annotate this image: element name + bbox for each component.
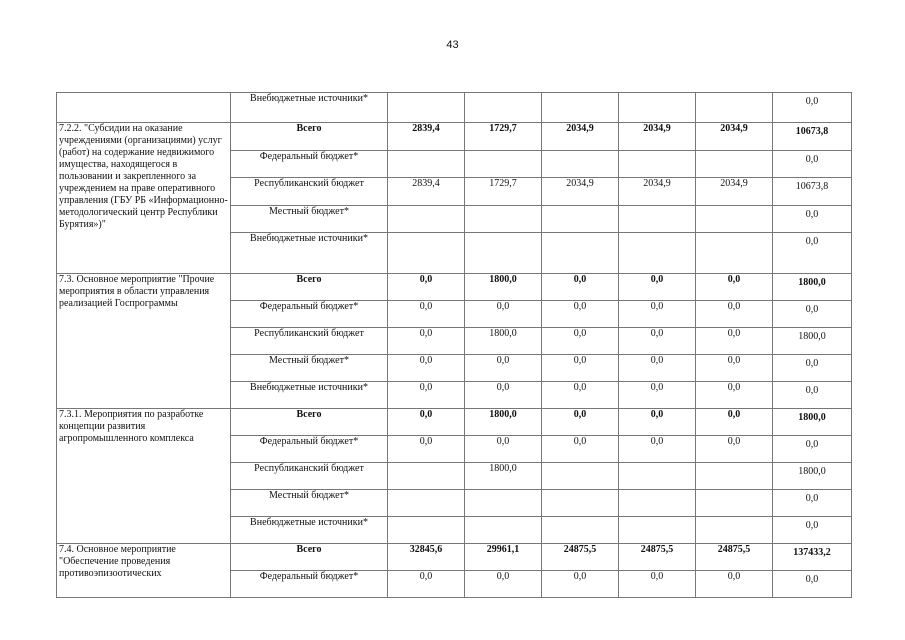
table-row: [57, 544, 852, 571]
year-value-cell: [465, 233, 542, 274]
year-value-cell: 0,0: [542, 436, 619, 463]
funding-source-label: Всего: [231, 409, 388, 436]
year-value-cell: 0,0: [542, 382, 619, 409]
activity-description: 7.4. Основное мероприятие "Обеспечение проведения противоэпизоотических: [57, 544, 231, 598]
year-value-cell: 32845,6: [388, 544, 465, 571]
table-row: [57, 93, 852, 123]
funding-source-label: Федеральный бюджет*: [231, 301, 388, 328]
year-value-cell: [619, 151, 696, 178]
year-value-cell: 0,0: [388, 274, 465, 301]
year-value-cell: 0,0: [619, 301, 696, 328]
year-value-cell: [542, 517, 619, 544]
year-value-cell: [696, 206, 773, 233]
page-number: 43: [446, 39, 459, 51]
total-value-cell: 0,0: [773, 517, 852, 544]
total-value-cell: 0,0: [773, 233, 852, 274]
year-value-cell: 1729,7: [465, 178, 542, 206]
year-value-cell: [388, 151, 465, 178]
funding-source-label: Всего: [231, 544, 388, 571]
year-value-cell: 1800,0: [465, 328, 542, 355]
year-value-cell: [619, 93, 696, 123]
total-value-cell: 0,0: [773, 151, 852, 178]
funding-source-label: Всего: [231, 274, 388, 301]
year-value-cell: 0,0: [696, 355, 773, 382]
year-value-cell: [465, 517, 542, 544]
year-value-cell: [465, 206, 542, 233]
year-value-cell: 0,0: [388, 328, 465, 355]
year-value-cell: [388, 206, 465, 233]
year-value-cell: [388, 490, 465, 517]
year-value-cell: [388, 517, 465, 544]
year-value-cell: 0,0: [619, 355, 696, 382]
year-value-cell: 0,0: [388, 436, 465, 463]
year-value-cell: [696, 463, 773, 490]
activity-description: 7.3. Основное мероприятие "Прочие мероприятия в области управления реализацией Госпрограммы: [57, 274, 231, 409]
year-value-cell: 1800,0: [465, 274, 542, 301]
year-value-cell: 0,0: [465, 355, 542, 382]
year-value-cell: 0,0: [619, 274, 696, 301]
funding-source-label: Местный бюджет*: [231, 206, 388, 233]
year-value-cell: [619, 463, 696, 490]
year-value-cell: [465, 151, 542, 178]
year-value-cell: [388, 93, 465, 123]
year-value-cell: 0,0: [542, 274, 619, 301]
year-value-cell: [696, 151, 773, 178]
year-value-cell: 1729,7: [465, 123, 542, 151]
total-value-cell: 10673,8: [773, 178, 852, 206]
year-value-cell: 0,0: [465, 301, 542, 328]
table-row: [57, 123, 852, 151]
year-value-cell: 0,0: [619, 328, 696, 355]
year-value-cell: [542, 233, 619, 274]
year-value-cell: 0,0: [388, 355, 465, 382]
funding-source-label: Федеральный бюджет*: [231, 436, 388, 463]
year-value-cell: 0,0: [542, 571, 619, 598]
year-value-cell: [619, 233, 696, 274]
total-value-cell: 1800,0: [773, 463, 852, 490]
year-value-cell: 0,0: [388, 301, 465, 328]
year-value-cell: 0,0: [696, 436, 773, 463]
year-value-cell: 2839,4: [388, 178, 465, 206]
year-value-cell: 0,0: [388, 382, 465, 409]
activity-description: [57, 93, 231, 123]
year-value-cell: [619, 517, 696, 544]
budget-table: [56, 92, 852, 598]
funding-source-label: Внебюджетные источники*: [231, 233, 388, 274]
total-value-cell: 10673,8: [773, 123, 852, 151]
year-value-cell: 0,0: [696, 328, 773, 355]
year-value-cell: [619, 490, 696, 517]
year-value-cell: 0,0: [465, 571, 542, 598]
year-value-cell: 0,0: [388, 409, 465, 436]
year-value-cell: [696, 233, 773, 274]
year-value-cell: 24875,5: [696, 544, 773, 571]
year-value-cell: 0,0: [465, 382, 542, 409]
year-value-cell: 29961,1: [465, 544, 542, 571]
year-value-cell: [542, 206, 619, 233]
total-value-cell: 0,0: [773, 490, 852, 517]
year-value-cell: [619, 206, 696, 233]
year-value-cell: 2034,9: [696, 123, 773, 151]
year-value-cell: [388, 233, 465, 274]
funding-source-label: Федеральный бюджет*: [231, 151, 388, 178]
year-value-cell: 0,0: [619, 382, 696, 409]
total-value-cell: 0,0: [773, 436, 852, 463]
year-value-cell: 0,0: [388, 571, 465, 598]
year-value-cell: 24875,5: [542, 544, 619, 571]
year-value-cell: [542, 151, 619, 178]
funding-source-label: Внебюджетные источники*: [231, 382, 388, 409]
year-value-cell: 2034,9: [696, 178, 773, 206]
year-value-cell: 0,0: [619, 571, 696, 598]
year-value-cell: 0,0: [542, 301, 619, 328]
funding-source-label: Местный бюджет*: [231, 490, 388, 517]
funding-source-label: Внебюджетные источники*: [231, 93, 388, 123]
year-value-cell: 0,0: [696, 571, 773, 598]
activity-description: 7.2.2. "Субсидии на оказание учреждениями (организациями) услуг (работ) на содержание недвижимого имущества, находящегося в пользовании и закрепленного за учреждением на праве оперативного управления (ГБУ РБ «Информационно-методологический центр Республики Бурятия»)": [57, 123, 231, 274]
year-value-cell: 2034,9: [542, 123, 619, 151]
year-value-cell: 24875,5: [619, 544, 696, 571]
year-value-cell: 2034,9: [619, 123, 696, 151]
total-value-cell: 0,0: [773, 571, 852, 598]
year-value-cell: [696, 93, 773, 123]
total-value-cell: 1800,0: [773, 274, 852, 301]
year-value-cell: [542, 490, 619, 517]
total-value-cell: 1800,0: [773, 328, 852, 355]
year-value-cell: 0,0: [696, 382, 773, 409]
funding-source-label: Республиканский бюджет: [231, 328, 388, 355]
year-value-cell: [542, 463, 619, 490]
funding-source-label: Внебюджетные источники*: [231, 517, 388, 544]
year-value-cell: 0,0: [619, 409, 696, 436]
year-value-cell: [465, 93, 542, 123]
year-value-cell: 1800,0: [465, 409, 542, 436]
table-row: [57, 409, 852, 436]
funding-source-label: Республиканский бюджет: [231, 463, 388, 490]
year-value-cell: [388, 463, 465, 490]
year-value-cell: 0,0: [542, 328, 619, 355]
year-value-cell: [465, 490, 542, 517]
total-value-cell: 1800,0: [773, 409, 852, 436]
year-value-cell: 1800,0: [465, 463, 542, 490]
year-value-cell: 0,0: [465, 436, 542, 463]
total-value-cell: 0,0: [773, 382, 852, 409]
year-value-cell: 0,0: [619, 436, 696, 463]
total-value-cell: 0,0: [773, 93, 852, 123]
table-row: [57, 274, 852, 301]
total-value-cell: 0,0: [773, 206, 852, 233]
year-value-cell: 0,0: [696, 274, 773, 301]
year-value-cell: [696, 517, 773, 544]
activity-description: 7.3.1. Мероприятия по разработке концепции развития агропромышленного комплекса: [57, 409, 231, 544]
year-value-cell: [696, 490, 773, 517]
year-value-cell: 0,0: [696, 409, 773, 436]
funding-source-label: Федеральный бюджет*: [231, 571, 388, 598]
funding-source-label: Всего: [231, 123, 388, 151]
funding-source-label: Местный бюджет*: [231, 355, 388, 382]
year-value-cell: 0,0: [542, 355, 619, 382]
year-value-cell: 0,0: [696, 301, 773, 328]
total-value-cell: 0,0: [773, 301, 852, 328]
year-value-cell: 2034,9: [619, 178, 696, 206]
total-value-cell: 137433,2: [773, 544, 852, 571]
funding-source-label: Республиканский бюджет: [231, 178, 388, 206]
year-value-cell: 0,0: [542, 409, 619, 436]
total-value-cell: 0,0: [773, 355, 852, 382]
year-value-cell: [542, 93, 619, 123]
year-value-cell: 2839,4: [388, 123, 465, 151]
year-value-cell: 2034,9: [542, 178, 619, 206]
